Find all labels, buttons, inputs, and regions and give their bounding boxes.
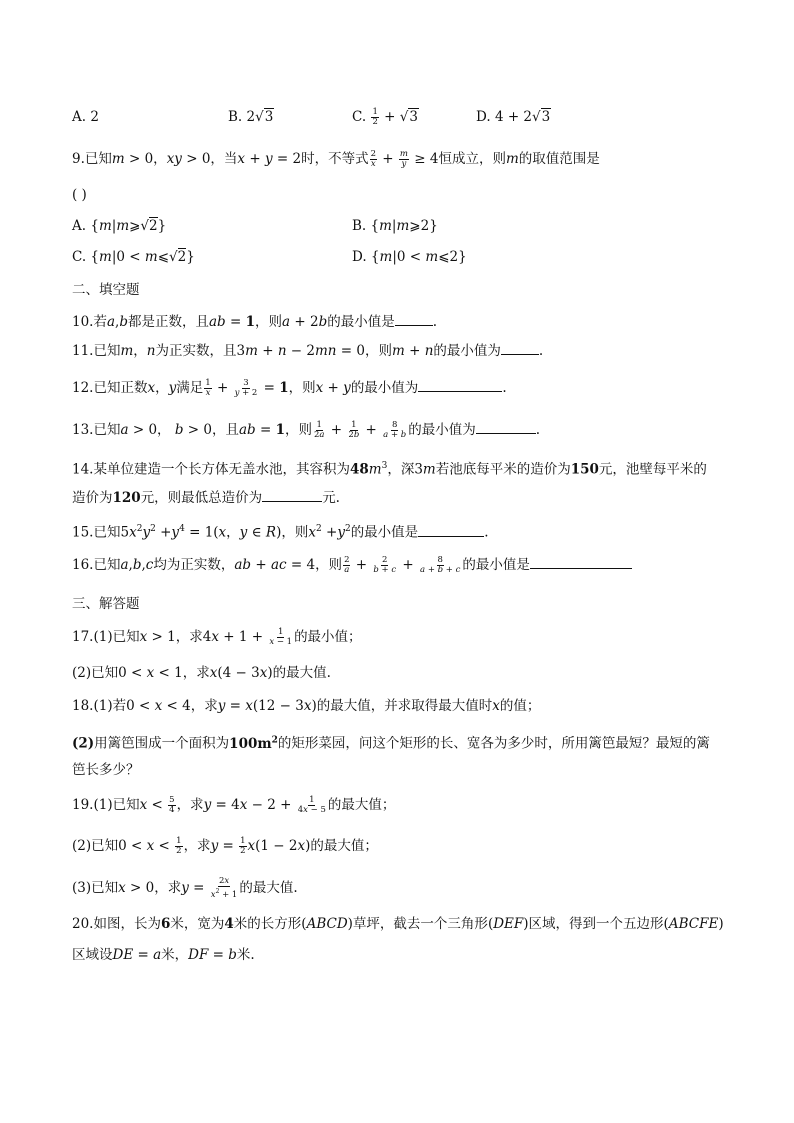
q8-option-d [476, 106, 551, 128]
text: 笆长多少？ [72, 762, 140, 778]
answer-blank[interactable] [476, 419, 536, 434]
fraction: $\frac{1}{2}$ [176, 836, 182, 856]
text: ，深 [387, 461, 415, 478]
fraction: $\frac{1}{x}$ [205, 378, 211, 398]
question-20-line-2: 区域设DE = a米，DF = b米. [72, 947, 255, 963]
text: 草坪，截去一个三角形 [352, 916, 488, 932]
text: 已知正数 [93, 380, 148, 396]
text: 的最大值，并求取得最大值时 [316, 698, 493, 714]
q8-option-a [72, 106, 99, 128]
text: 的最大值. [239, 880, 298, 896]
question-12: 12.已知正数x，y满足 $\frac{1}{x}$ + $\frac{3}{y + 2}$ = 1，则x + y的最小值为 . [72, 378, 507, 398]
text: 已知 [93, 343, 121, 359]
question-number: 14. [72, 461, 94, 478]
text: 的最大值. [272, 665, 331, 681]
text: 米，宽为 [170, 916, 225, 932]
text: 元，则最低总造价为 [140, 490, 263, 506]
question-9: 9.已知m > 0，xy > 0，当x + y = 2时，不等式 $\frac{2}{x}$ + $\frac{m}{y}$ ≥ 4恒成立，则m的取值范围是 [72, 149, 600, 169]
text: 满足 [176, 380, 204, 396]
question-18-part-1: 18.(1)若0 < x < 4，求y = x(12 − 3x)的最大值，并求取得最大值时x的值； [72, 698, 541, 714]
text: ，则 [281, 524, 309, 541]
question-11: 11.已知m，n为正实数，且3m + n − 2mn = 0，则m + n的最小值为 . [72, 340, 734, 362]
text: ，求 [182, 665, 210, 681]
option-label: A. [72, 218, 87, 234]
text: ，求 [175, 629, 203, 645]
question-9-paren [72, 184, 734, 206]
question-number: 20. [72, 916, 94, 932]
text: 造价为 [72, 490, 113, 506]
fraction: $\frac{8}{a + b + c}$ [420, 555, 461, 575]
text: ，求 [190, 698, 218, 714]
answer-blank[interactable] [501, 340, 539, 355]
text: ，则 [364, 343, 392, 359]
option-text: A. 2 [72, 109, 99, 125]
text: 某单位建造一个长方体无盖水池，其容积为 [93, 461, 350, 478]
sqrt: √3 [399, 109, 418, 125]
fraction: $\frac{2x}{x^2 + 1}$ [210, 876, 238, 900]
text: 元. [322, 490, 340, 506]
text: 若池底每平米的造价为 [435, 461, 571, 478]
option-label: C. [72, 249, 87, 265]
text: 已知 [93, 524, 121, 541]
question-13: 13.已知a > 0， b > 0，且ab = 1，则 $\frac{1}{2a}$ + $\frac{1}{2b}$ + $\frac{8}{a + b}$ 的最小值为 . [72, 420, 541, 440]
text: 均为正实数， [153, 557, 235, 573]
question-number: 11. [72, 343, 94, 359]
text: 米的长方形 [233, 916, 302, 932]
text: 如图，长为 [93, 916, 161, 932]
text: (3)已知 [72, 880, 119, 896]
text: 恒成立，则 [438, 151, 506, 167]
text: . [538, 343, 544, 359]
text: 用篱笆围成一个面积为 [94, 735, 230, 752]
question-18-part-2: (2)用篱笆围成一个面积为$100m^2$的矩形菜园，问这个矩形的长、宽各为多少时，所用篱笆最短？最短的篱 [72, 735, 710, 752]
fraction: $\frac{1}{4x - 5}$ [297, 795, 326, 815]
question-16: 16.已知a,b,c均为正实数，ab + ac = 4，则 $\frac{2}{a}$ + $\frac{2}{b + c}$ + $\frac{8}{a + b + c}$ 的最小值是 [72, 554, 734, 576]
text: 米， [161, 947, 189, 963]
question-19-part-3: (3)已知x > 0，求y = $\frac{2x}{x^2 + 1}$ 的最大值. [72, 876, 298, 900]
fraction: $\frac{2}{x}$ [370, 149, 376, 169]
text: 的最小值为 [408, 422, 476, 438]
fraction: $\frac{1}{2b}$ [348, 420, 360, 440]
text: 的最小值是 [350, 524, 419, 541]
radicand: 3 [264, 109, 274, 125]
q8-option-b [228, 106, 274, 128]
text: ，求 [183, 838, 211, 854]
section-heading-fill [72, 279, 734, 301]
text: 时，不等式 [301, 151, 369, 167]
text: 的最小值； [294, 629, 362, 645]
q9-option-a[interactable]: A. {m|m⩾√2} [72, 218, 167, 234]
fraction: $\frac{1}{2a}$ [313, 420, 325, 440]
math: 2 [246, 109, 256, 125]
text: 的矩形菜园，问这个矩形的长、宽各为多少时，所用篱笆最短？最短的篱 [277, 735, 710, 752]
section-title: 二、填空题 [72, 282, 140, 298]
text: . [432, 314, 438, 330]
text: 米. [236, 947, 255, 963]
q9-option-b[interactable]: B. {m|m⩾2} [352, 218, 438, 234]
text: ，求 [154, 880, 182, 896]
text: (2) [72, 735, 95, 752]
text: . [502, 380, 507, 396]
question-20: 20.如图，长为6米，宽为4米的长方形(ABCD)草坪，截去一个三角形(DEF)区域，得到一个五边形(ABCFE) [72, 916, 724, 932]
radicand: 3 [409, 109, 418, 125]
option-label: B. [228, 109, 243, 125]
question-15: 15.已知$5x^2y^2 +y^4 = 1(x$，y ∈ R)，则$x^2 +y^2$的最小值是 . [72, 518, 734, 544]
fraction: $\frac{1}{2}$ [240, 836, 246, 856]
option-label: D. [352, 249, 367, 265]
text: 区域设 [72, 947, 113, 963]
answer-blank[interactable] [418, 522, 484, 537]
question-10: 10.若a,b都是正数，且ab = 1，则a + 2b的最小值是 . [72, 311, 734, 333]
answer-blank[interactable] [530, 554, 632, 569]
question-number: 10. [72, 314, 94, 330]
answer-blank[interactable] [418, 377, 502, 392]
section-title: 三、解答题 [72, 596, 140, 612]
fraction: $\frac{1}{x - 1}$ [269, 627, 293, 647]
text: 的最小值是 [462, 557, 530, 573]
text: (2)已知 [72, 665, 119, 681]
question-number: 16. [72, 557, 94, 573]
text: . [535, 422, 541, 438]
section-heading-answer [72, 593, 734, 615]
q9-option-d[interactable]: D. {m|0 < m⩽2} [352, 249, 467, 265]
fraction: $\frac{3}{y + 2}$ [234, 378, 258, 398]
fraction: $\frac{2}{b + c}$ [373, 555, 397, 575]
text: 的最小值是 [327, 314, 395, 330]
question-number: 12. [72, 380, 94, 396]
question-number: 19. [72, 797, 94, 813]
text: 的取值范围是 [518, 151, 600, 167]
text: (1)已知 [93, 629, 140, 645]
question-14-line-2: 造价为120元，则最低总造价为 元. [72, 487, 734, 509]
answer-blank[interactable] [395, 311, 433, 326]
sqrt: √3 [532, 109, 551, 125]
text: 若 [93, 314, 107, 330]
text: (2)已知 [72, 838, 119, 854]
text: ，则 [288, 380, 316, 396]
q8-option-c: C. $\frac{1}{2}$ + √3 [352, 107, 418, 127]
text: 已知 [84, 151, 112, 167]
text: . [484, 524, 489, 541]
text: 的最小值为 [433, 343, 501, 359]
text: (1)已知 [93, 797, 140, 813]
question-17-part-1: 17.(1)已知x > 1，求4x + 1 + $\frac{1}{x - 1}$ 的最小值； [72, 627, 362, 647]
text: ，则 [255, 314, 283, 330]
question-19-part-2: (2)已知0 < x < $\frac{1}{2}$ ，求y = $\frac{1}{2}$ x(1 − 2x)的最大值； [72, 836, 378, 856]
fraction: $\frac{1}{2}$ [372, 107, 378, 127]
text: 元，池壁每平米的 [598, 461, 707, 478]
text: 已知 [93, 422, 121, 438]
text: 为正实数，且 [155, 343, 237, 359]
text: 的值； [499, 698, 541, 714]
text: 的最小值为 [350, 380, 419, 396]
question-number: 15. [72, 524, 94, 541]
fraction: $\frac{8}{a + b}$ [383, 420, 407, 440]
question-number: 18. [72, 698, 94, 714]
text: 都是正数，且 [128, 314, 209, 330]
option-label: D. [476, 109, 491, 125]
text: ，且 [211, 422, 239, 438]
sqrt: √3 [255, 109, 274, 125]
question-number: 9. [72, 151, 85, 167]
text: ，求 [176, 797, 204, 813]
text: 已知 [93, 557, 121, 573]
question-number: 13. [72, 422, 94, 438]
text: ，则 [284, 422, 312, 438]
option-label: B. [352, 218, 367, 234]
text: (1)若 [93, 698, 127, 714]
text: 的最大值； [327, 797, 396, 813]
text: 的最大值； [310, 838, 378, 854]
math: 4 + 2 [494, 109, 533, 125]
answer-blank[interactable] [262, 487, 322, 502]
radicand: 3 [541, 109, 551, 125]
fraction: $\frac{5}{4}$ [169, 795, 175, 815]
question-14: 14.某单位建造一个长方体无盖水池，其容积为$48m^3$，深3m若池底每平米的造价为150元，池壁每平米的 [72, 461, 707, 478]
text: 区域，得到一个五边形 [528, 916, 664, 932]
fraction: $\frac{2}{a}$ [344, 555, 350, 575]
question-18-part-2-line-2 [72, 759, 734, 781]
option-label: C. [352, 109, 367, 125]
question-number: 17. [72, 629, 94, 645]
question-17-part-2: (2)已知0 < x < 1，求x(4 − 3x)的最大值. [72, 665, 331, 681]
q9-option-c[interactable]: C. {m|0 < m⩽√2} [72, 249, 195, 265]
answer-paren: ( ) [72, 187, 87, 203]
question-19-part-1: 19.(1)已知x < $\frac{5}{4}$ ，求y = 4x − 2 + $\frac{1}{4x - 5}$ 的最大值； [72, 795, 396, 815]
fraction: $\frac{m}{y}$ [399, 149, 408, 169]
text: ，则 [315, 557, 343, 573]
